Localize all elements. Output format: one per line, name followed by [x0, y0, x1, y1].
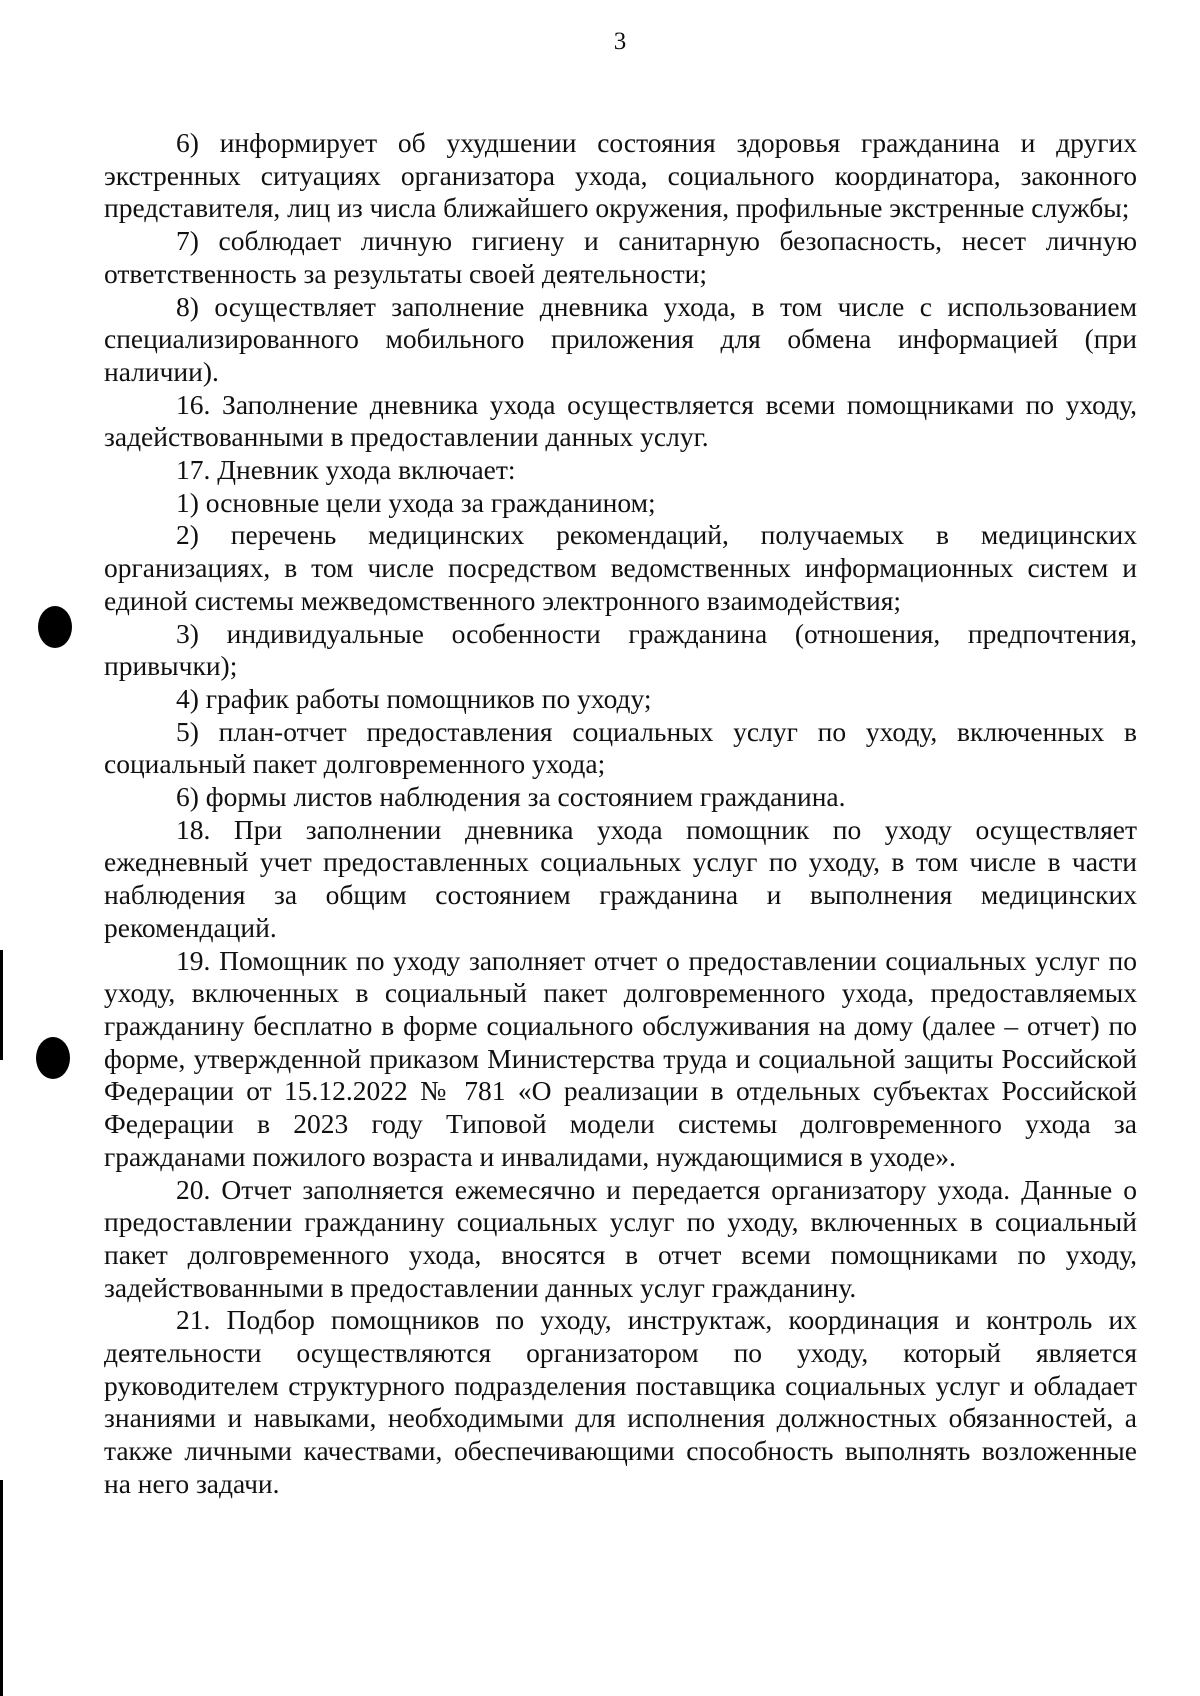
list-item-7-hygiene: 7) соблюдает личную гигиену и санитарную безопасность, несет личную ответственность за результаты своей деятельности;: [104, 225, 1137, 289]
clause-18: 18. При заполнении дневника ухода помощник по уходу осуществляет ежедневный учет предоставленных социальных услуг по уходу, в том числе в части наблюдения за общим состоянием гражданина и выполнения медицинских рекомендаций.: [104, 813, 1137, 943]
list-item-8-diary: 8) осуществляет заполнение дневника ухода, в том числе с использованием специализированного мобильного приложения для обмена информацией (при наличии).: [104, 290, 1137, 387]
scan-edge-shadow: [0, 1480, 3, 1696]
clause-17-item-1: 1) основные цели ухода за гражданином;: [176, 486, 656, 518]
clause-21: 21. Подбор помощников по уходу, инструктаж, координация и контроль их деятельности осуществляются организатором по уходу, который является руководителем структурного подразделения поставщика социальных услуг и обладает знаниями и навыками, необходимыми для исполнения должностных обязанностей, а также личными качествами, обеспечивающими способность выполнять возложенные на него задачи.: [104, 1304, 1137, 1499]
document-body: [104, 127, 1137, 1501]
clause-20: 20. Отчет заполняется ежемесячно и передается организатору ухода. Данные о предоставлении гражданину социальных услуг по уходу, включенных в социальный пакет долговременного ухода, вносятся в отчет всеми помощниками по уходу, задействованными в предоставлении данных услуг гражданину.: [104, 1173, 1137, 1303]
page-number: 3: [613, 28, 627, 55]
clause-17-item-2: 2) перечень медицинских рекомендаций, получаемых в медицинских организациях, в том числе посредством ведомственных информационных систем и единой системы межведомственного электронного взаимодействия;: [104, 519, 1137, 616]
clause-17-item-5: 5) план-отчет предоставления социальных услуг по уходу, включенных в социальный пакет долговременного ухода;: [104, 715, 1137, 780]
clause-17-item-3: 3) индивидуальные особенности гражданина (отношения, предпочтения, привычки);: [104, 617, 1137, 682]
clause-16: 16. Заполнение дневника ухода осуществляется всеми помощниками по уходу, задействованными в предоставлении данных услуг.: [104, 388, 1137, 453]
clause-17-item-4: 4) график работы помощников по уходу;: [176, 682, 652, 714]
clause-17-item-6: 6) формы листов наблюдения за состоянием гражданина.: [176, 781, 846, 813]
punch-hole-mark: [38, 606, 72, 648]
clause-17: 17. Дневник ухода включает:: [176, 454, 516, 486]
clause-19: 19. Помощник по уходу заполняет отчет о предоставлении социальных услуг по уходу, включенных в социальный пакет долговременного ухода, предоставляемых гражданину бесплатно в форме социального обслуживания на дому (далее – отчет) по форме, утвержденной приказом Министерства труда и социальной защиты Российской Федерации от 15.12.2022 № 781 «О реализации в отдельных субъектах Российской Федерации в 2023 году Типовой модели системы долговременного ухода за гражданами пожилого возраста и инвалидами, нуждающимися в уходе».: [104, 944, 1137, 1172]
scan-edge-shadow: [0, 950, 3, 1060]
list-item-6-informs: 6) информирует об ухудшении состояния здоровья гражданина и других экстренных ситуациях организатора ухода, социального координатора, законного представителя, лиц из числа ближайшего окружения, профильные экстренные службы;: [104, 127, 1137, 224]
punch-hole-mark: [36, 1037, 70, 1079]
